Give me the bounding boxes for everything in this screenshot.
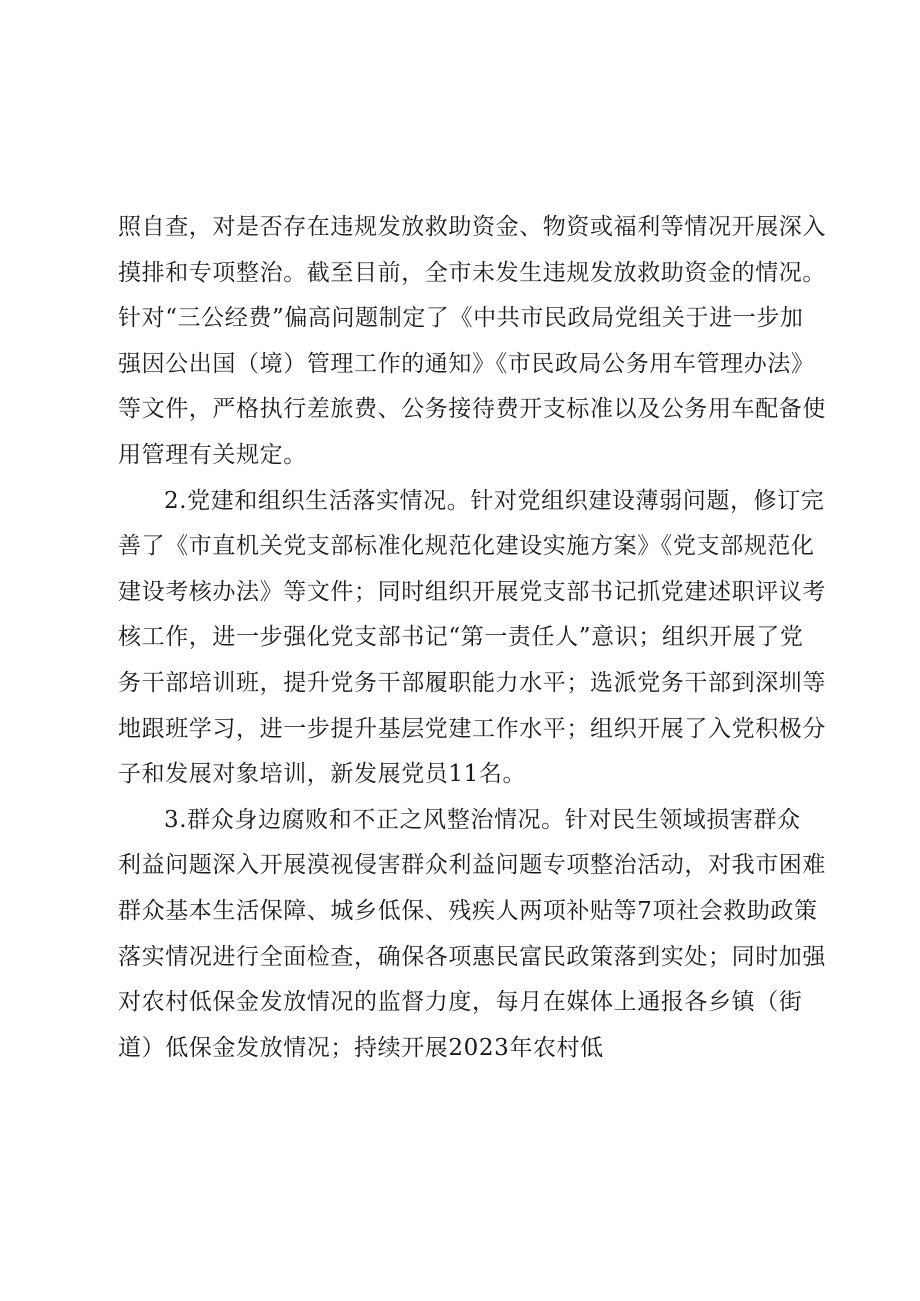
section-3-heading-line: 3.群众身边腐败和不正之风整治情况。针对民生领域损害群众 — [164, 806, 801, 833]
document-body — [118, 205, 826, 1071]
text-line: 等文件，严格执行差旅费、公务接待费开支标准以及公务用车配备使 — [118, 396, 826, 423]
text-line: 地跟班学习，进一步提升基层党建工作水平；组织开展了入党积极分 — [118, 715, 826, 742]
text-line: 子和发展对象培训，新发展党员11名。 — [118, 761, 527, 788]
text-line: 群众基本生活保障、城乡低保、残疾人两项补贴等7项社会救助政策 — [118, 897, 818, 924]
text-line: 落实情况进行全面检查，确保各项惠民富民政策落到实处；同时加强 — [118, 943, 826, 970]
text-line: 建设考核办法》等文件；同时组织开展党支部书记抓党建述职评议考 — [118, 578, 826, 605]
text-line: 对农村低保金发放情况的监督力度，每月在媒体上通报各乡镇（街 — [118, 989, 803, 1016]
section-2-heading-line: 2.党建和组织生活落实情况。针对党组织建设薄弱问题，修订完 — [164, 487, 825, 514]
text-line: 摸排和专项整治。截至目前，全市未发生违规发放救助资金的情况。 — [118, 259, 826, 286]
text-line: 用管理有关规定。 — [118, 441, 307, 468]
text-line: 道）低保金发放情况；持续开展2023年农村低 — [118, 1034, 604, 1061]
text-line: 善了《市直机关党支部标准化规范化建设实施方案》《党支部规范化 — [118, 533, 815, 560]
text-line: 利益问题深入开展漠视侵害群众利益问题专项整治活动，对我市困难 — [118, 852, 826, 879]
text-line: 核工作，进一步强化党支部书记“第一责任人”意识；组织开展了党 — [118, 624, 804, 651]
text-line: 务干部培训班，提升党务干部履职能力水平；选派党务干部到深圳等 — [118, 669, 826, 696]
text-line: 强因公出国（境）管理工作的通知》《市民政局公务用车管理办法》 — [118, 350, 815, 377]
text-line: 照自查，对是否存在违规发放救助资金、物资或福利等情况开展深入 — [118, 214, 826, 240]
text-line: 针对“三公经费”偏高问题制定了《中共市民政局党组关于进一步加 — [118, 305, 804, 332]
